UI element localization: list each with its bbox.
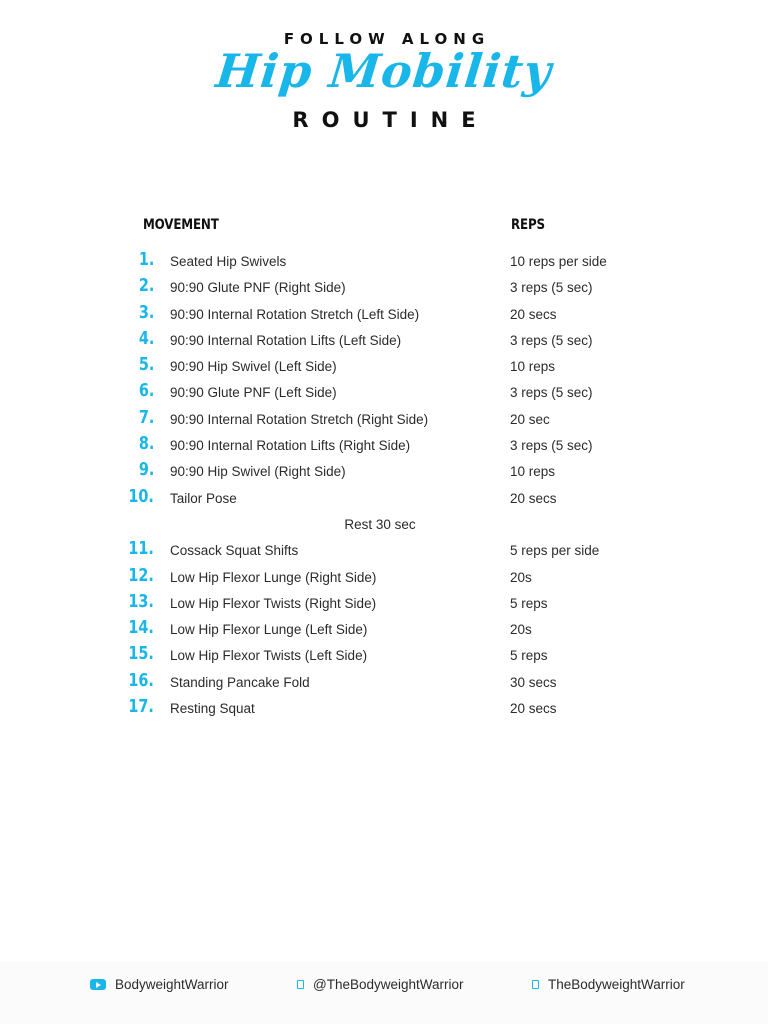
row-reps: 20 secs (510, 491, 557, 506)
row-reps: 5 reps (510, 648, 548, 663)
row-reps: 20s (510, 622, 532, 637)
row-reps: 20s (510, 570, 532, 585)
row-number: 7. (138, 407, 154, 428)
row-reps: 20 secs (510, 701, 557, 716)
row-movement: Resting Squat (170, 701, 255, 716)
table-row (0, 330, 768, 356)
table-row (0, 593, 768, 619)
instagram-icon (297, 980, 304, 989)
row-number: 12. (128, 565, 154, 586)
row-number: 1. (138, 249, 154, 270)
row-movement: Tailor Pose (170, 491, 237, 506)
youtube-link[interactable] (90, 977, 229, 992)
row-reps: 10 reps (510, 464, 556, 479)
row-movement: 90:90 Internal Rotation Lifts (Right Side) (170, 438, 411, 453)
row-number: 10. (128, 486, 154, 507)
table-row (0, 382, 768, 408)
table-row (0, 540, 768, 566)
row-number: 8. (138, 433, 154, 454)
table-row (0, 277, 768, 303)
row-number: 14. (128, 617, 154, 638)
row-movement: Seated Hip Swivels (170, 254, 287, 269)
row-movement: 90:90 Hip Swivel (Right Side) (170, 464, 346, 479)
row-reps: 3 reps (5 sec) (510, 385, 593, 400)
row-reps: 30 secs (510, 675, 557, 690)
row-number: 17. (128, 696, 154, 717)
header-routine: ROUTINE (292, 108, 489, 132)
table-row (0, 461, 768, 487)
row-number: 15. (128, 643, 154, 664)
row-reps: 5 reps (510, 596, 548, 611)
row-movement: Standing Pancake Fold (170, 675, 310, 690)
table-row (0, 435, 768, 461)
row-movement: 90:90 Hip Swivel (Left Side) (170, 359, 337, 374)
row-movement: 90:90 Internal Rotation Stretch (Left Side) (170, 307, 420, 322)
header-follow-along: FOLLOW ALONG (283, 30, 491, 48)
table-row (0, 567, 768, 593)
table-row (0, 672, 768, 698)
table-row (0, 488, 768, 514)
row-movement: Low Hip Flexor Lunge (Left Side) (170, 622, 368, 637)
row-reps: 20 sec (510, 412, 550, 427)
instagram-link[interactable] (297, 977, 464, 992)
row-reps: 5 reps per side (510, 543, 600, 558)
table-row (0, 304, 768, 330)
table-row (0, 619, 768, 645)
row-movement: Low Hip Flexor Twists (Right Side) (170, 596, 377, 611)
row-movement: 90:90 Glute PNF (Right Side) (170, 280, 346, 295)
column-header-reps: REPS (511, 217, 545, 233)
row-movement: 90:90 Internal Rotation Stretch (Right Side) (170, 412, 429, 427)
table-row (0, 356, 768, 382)
row-reps: 3 reps (5 sec) (510, 438, 593, 453)
table-row (0, 698, 768, 724)
row-movement: Low Hip Flexor Twists (Left Side) (170, 648, 368, 663)
row-movement: 90:90 Glute PNF (Left Side) (170, 385, 337, 400)
row-movement: Cossack Squat Shifts (170, 543, 299, 558)
row-reps: 10 reps (510, 359, 556, 374)
row-reps: 3 reps (5 sec) (510, 333, 593, 348)
instagram-handle: @TheBodyweightWarrior (313, 977, 464, 992)
column-header-movement: MOVEMENT (143, 217, 219, 233)
row-movement: Low Hip Flexor Lunge (Right Side) (170, 570, 377, 585)
row-reps: 10 reps per side (510, 254, 607, 269)
row-number: 16. (128, 670, 154, 691)
row-number: 5. (138, 354, 154, 375)
footer (0, 962, 768, 1024)
row-number: 13. (128, 591, 154, 612)
row-number: 9. (138, 459, 154, 480)
row-movement: 90:90 Internal Rotation Lifts (Left Side) (170, 333, 402, 348)
row-number: 4. (138, 328, 154, 349)
youtube-handle: BodyweightWarrior (115, 977, 229, 992)
facebook-link[interactable] (532, 977, 685, 992)
row-reps: 20 secs (510, 307, 557, 322)
page-title: Hip Mobility (213, 44, 555, 98)
rest-divider: Rest 30 sec (344, 517, 416, 532)
row-number: 3. (138, 302, 154, 323)
youtube-icon (90, 979, 106, 990)
table-row (0, 645, 768, 671)
table-row (0, 409, 768, 435)
row-number: 11. (128, 538, 154, 559)
facebook-handle: TheBodyweightWarrior (548, 977, 685, 992)
row-reps: 3 reps (5 sec) (510, 280, 593, 295)
facebook-icon (532, 980, 539, 989)
table-row (0, 251, 768, 277)
row-number: 6. (138, 380, 154, 401)
row-number: 2. (138, 275, 154, 296)
